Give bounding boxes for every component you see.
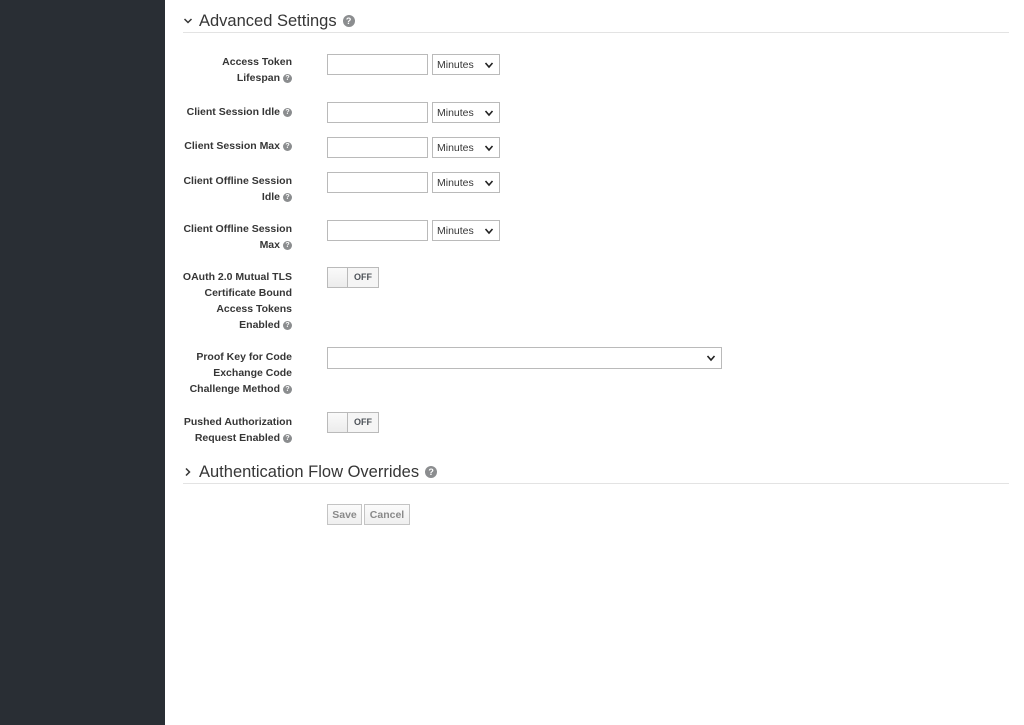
client-session-idle-label: Client Session Idle ?	[165, 104, 292, 120]
client-offline-session-idle-label: Client Offline Session Idle ?	[183, 175, 292, 203]
client-session-idle-unit-select[interactable]: Minutes	[432, 102, 500, 123]
client-offline-session-max-unit-select[interactable]: Minutes	[432, 220, 500, 241]
client-session-max-unit-select[interactable]: Minutes	[432, 137, 500, 158]
chevron-down-icon	[183, 16, 193, 26]
advanced-settings-title: Advanced Settings	[199, 11, 337, 30]
caret-down-icon	[484, 143, 494, 153]
advanced-settings-header[interactable]	[183, 10, 1009, 33]
auth-flow-overrides-header[interactable]	[183, 461, 1009, 484]
toggle-state: OFF	[348, 268, 378, 287]
pkce-method-select[interactable]	[327, 347, 722, 369]
pushed-auth-request-label: Pushed Authorization Request Enabled ?	[183, 416, 292, 444]
caret-down-icon	[484, 108, 494, 118]
help-icon[interactable]: ?	[283, 434, 292, 443]
access-token-lifespan-unit-select[interactable]: Minutes	[432, 54, 500, 75]
client-offline-session-idle-input[interactable]	[327, 172, 428, 193]
pushed-auth-request-toggle[interactable]	[327, 412, 379, 433]
pkce-method-label: Proof Key for Code Exchange Code Challenge Method ?	[189, 351, 292, 395]
oauth-mtls-label: OAuth 2.0 Mutual TLS Certificate Bound Access Tokens Enabled ?	[182, 271, 292, 331]
caret-down-icon	[484, 178, 494, 188]
toggle-knob	[328, 413, 348, 432]
caret-down-icon	[706, 353, 716, 363]
help-icon[interactable]: ?	[343, 15, 355, 27]
toggle-state: OFF	[348, 413, 378, 432]
client-session-max-input[interactable]	[327, 137, 428, 158]
client-session-max-label: Client Session Max ?	[165, 138, 292, 154]
client-offline-session-idle-unit-select[interactable]: Minutes	[432, 172, 500, 193]
caret-down-icon	[484, 226, 494, 236]
help-icon[interactable]: ?	[283, 193, 292, 202]
access-token-lifespan-input[interactable]	[327, 54, 428, 75]
help-icon[interactable]: ?	[283, 385, 292, 394]
sidebar	[0, 0, 165, 725]
main-content	[165, 0, 1024, 725]
toggle-knob	[328, 268, 348, 287]
help-icon[interactable]: ?	[283, 321, 292, 330]
access-token-lifespan-label: Access Token Lifespan ?	[222, 56, 292, 84]
auth-flow-overrides-title: Authentication Flow Overrides	[199, 462, 420, 481]
oauth-mtls-toggle[interactable]	[327, 267, 379, 288]
help-icon[interactable]: ?	[283, 241, 292, 250]
client-session-idle-input[interactable]	[327, 102, 428, 123]
cancel-button[interactable]: Cancel	[364, 504, 410, 525]
save-button[interactable]: Save	[327, 504, 362, 525]
caret-down-icon	[484, 60, 494, 70]
help-icon[interactable]: ?	[283, 74, 292, 83]
help-icon[interactable]: ?	[283, 142, 292, 151]
client-offline-session-max-label: Client Offline Session Max ?	[183, 223, 292, 251]
chevron-right-icon	[183, 467, 193, 477]
client-offline-session-max-input[interactable]	[327, 220, 428, 241]
help-icon[interactable]: ?	[425, 466, 437, 478]
help-icon[interactable]: ?	[283, 108, 292, 117]
